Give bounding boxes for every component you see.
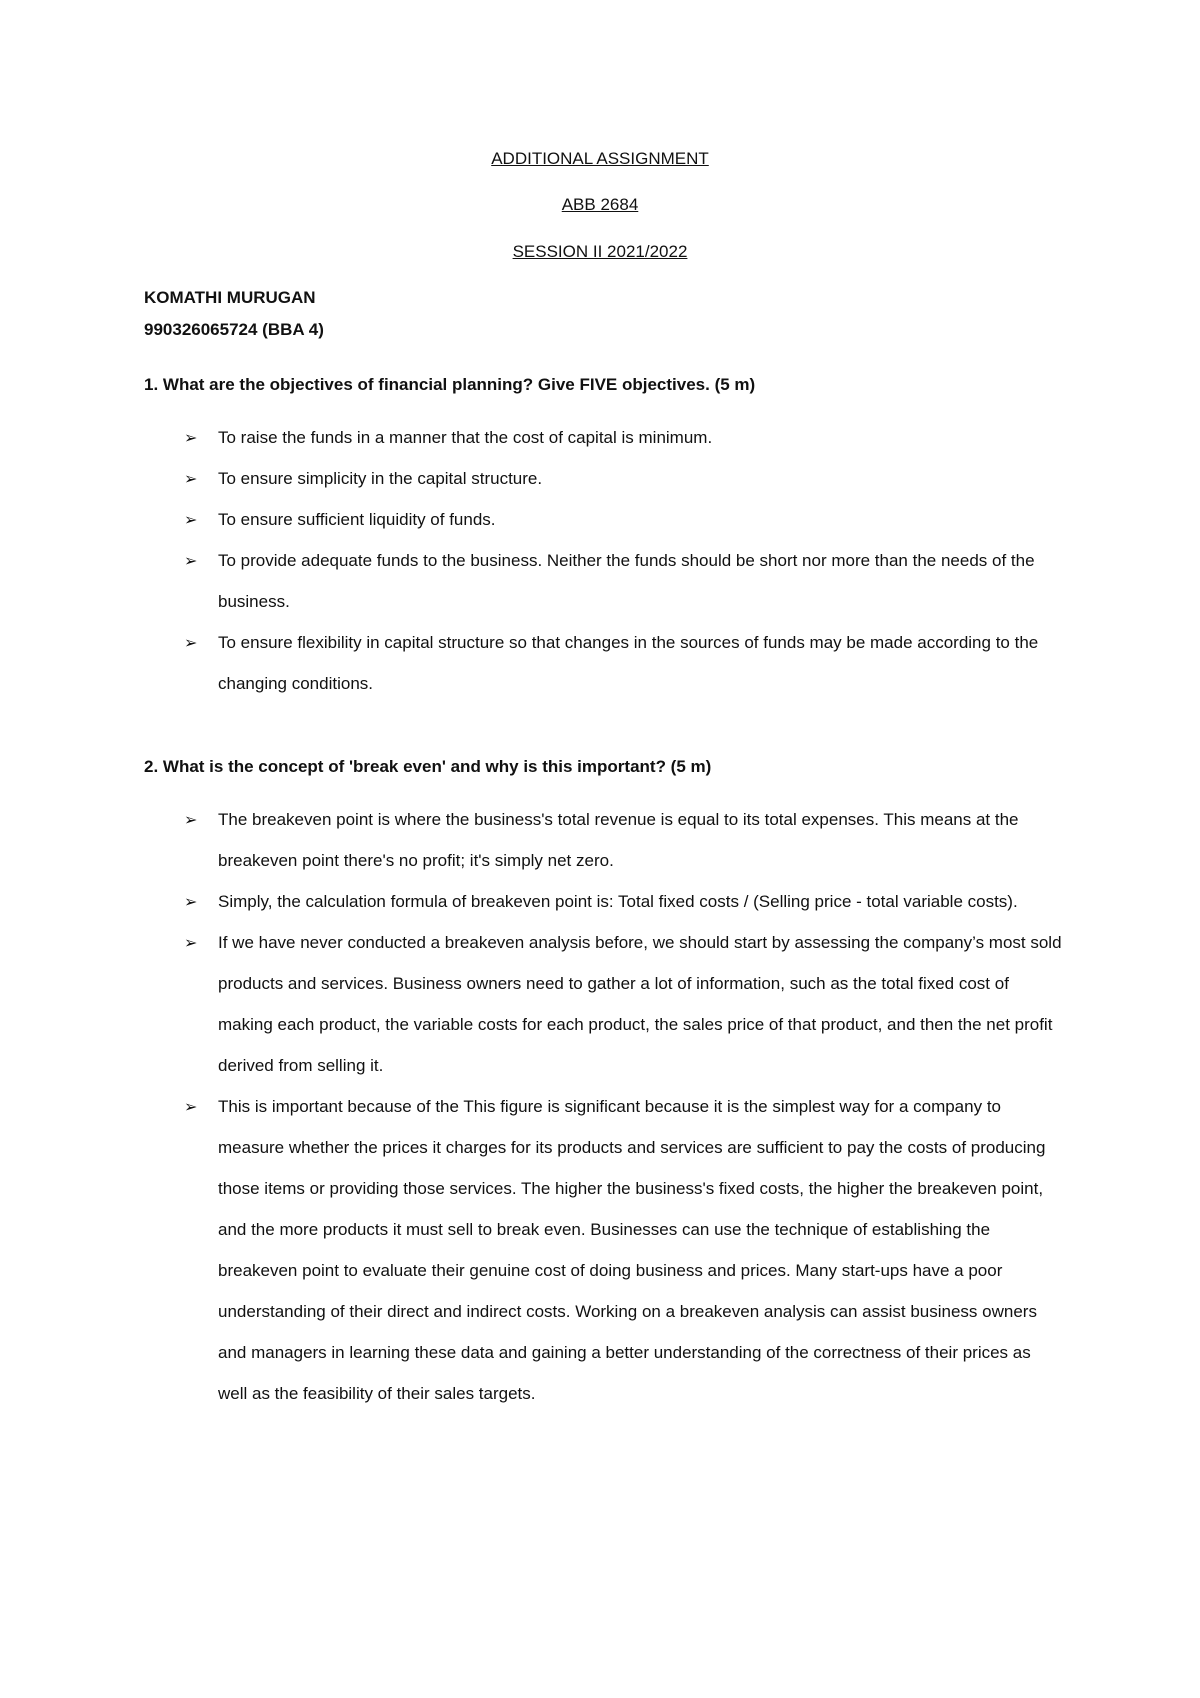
arrow-bullet-icon: ➢	[184, 551, 198, 570]
answer-text: To ensure sufficient liquidity of funds.	[218, 510, 496, 529]
answer-text: If we have never conducted a breakeven analysis before, we should start by assessing the company’s most sold products and services. Business owners need to gather a lot of information, such as the total fixed cost of making each product, the variable costs for each product, the sales price of that product, and then the net profit derived from selling it.	[218, 933, 1062, 1075]
arrow-bullet-icon: ➢	[184, 469, 198, 488]
answer-text: Simply, the calculation formula of breakeven point is: Total fixed costs / (Selling price - total variable costs).	[218, 892, 1018, 911]
arrow-bullet-icon: ➢	[184, 428, 198, 447]
session-line: SESSION II 2021/2022	[512, 242, 688, 261]
arrow-bullet-icon: ➢	[184, 892, 198, 911]
list-item	[184, 458, 1064, 499]
arrow-bullet-icon: ➢	[184, 510, 198, 529]
list-item	[184, 922, 1064, 1086]
question-2: 2. What is the concept of 'break even' and why is this important? (5 m)	[144, 757, 712, 776]
list-item	[184, 622, 1064, 704]
assignment-title: ADDITIONAL ASSIGNMENT	[491, 149, 709, 168]
question-1: 1. What are the objectives of financial planning? Give FIVE objectives. (5 m)	[144, 375, 756, 394]
list-item	[184, 881, 1064, 922]
answer-text: This is important because of the This figure is significant because it is the simplest way for a company to measure whether the prices it charges for its products and services are sufficient to pay the costs of producing those items or providing those services. The higher the business's fixed costs, the higher the breakeven point, and the more products it must sell to break even. Businesses can use the technique of establishing the breakeven point to evaluate their genuine cost of doing business and prices. Many start-ups have a poor understanding of their direct and indirect costs. Working on a breakeven analysis can assist business owners and managers in learning these data and gaining a better understanding of the correctness of their prices as well as the feasibility of their sales targets.	[218, 1097, 1046, 1403]
list-item	[184, 499, 1064, 540]
arrow-bullet-icon: ➢	[184, 633, 198, 652]
answer-text: The breakeven point is where the business's total revenue is equal to its total expenses. This means at the breakeven point there's no profit; it's simply net zero.	[218, 810, 1019, 870]
list-item	[184, 799, 1064, 881]
list-item	[184, 540, 1064, 622]
answer-text: To raise the funds in a manner that the cost of capital is minimum.	[218, 428, 713, 447]
student-id: 990326065724 (BBA 4)	[144, 320, 324, 339]
list-item	[184, 1086, 1064, 1414]
arrow-bullet-icon: ➢	[184, 933, 198, 952]
course-code: ABB 2684	[561, 195, 639, 214]
list-item	[184, 417, 1064, 458]
question-1-answers	[184, 417, 1064, 704]
arrow-bullet-icon: ➢	[184, 1097, 198, 1116]
answer-text: To provide adequate funds to the business. Neither the funds should be short nor more than the needs of the business.	[218, 551, 1035, 611]
student-name: KOMATHI MURUGAN	[144, 288, 316, 307]
question-2-answers	[184, 799, 1064, 1414]
answer-text: To ensure flexibility in capital structure so that changes in the sources of funds may be made according to the changing conditions.	[218, 633, 1039, 693]
answer-text: To ensure simplicity in the capital structure.	[218, 469, 543, 488]
arrow-bullet-icon: ➢	[184, 810, 198, 829]
